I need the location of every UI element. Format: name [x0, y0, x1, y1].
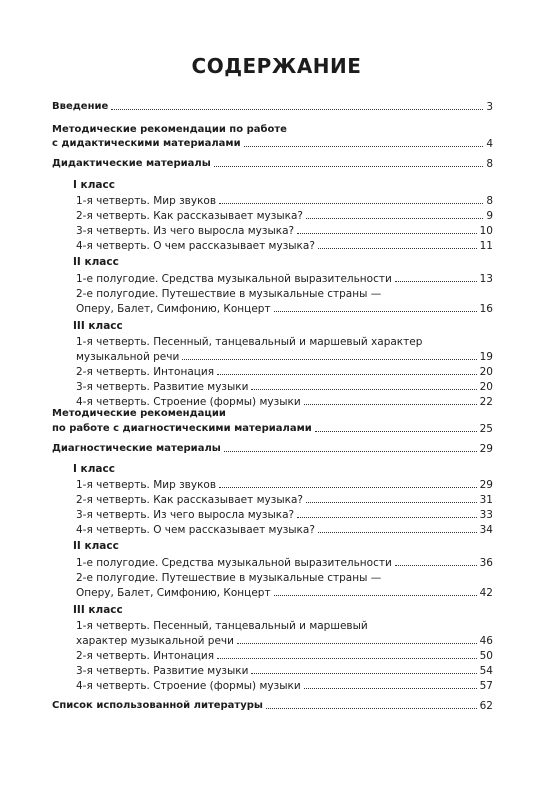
toc-entry: [76, 300, 493, 316]
toc-entry-intro: [52, 98, 493, 114]
dot-leader: [217, 374, 477, 375]
dot-leader: [217, 658, 477, 659]
toc-entry-label: 2-е полугодие. Путешествие в музыкальные страны —: [76, 288, 382, 300]
toc-entry-label: 2-я четверть. Интонация: [76, 366, 215, 378]
toc-entry: [76, 192, 493, 208]
toc-entry-page: 34: [479, 524, 493, 536]
class-heading: II класс: [73, 256, 119, 268]
toc-entry-page: 42: [479, 587, 493, 599]
class-heading: II класс: [73, 540, 119, 552]
toc-entry-label: 4-я четверть. Строение (формы) музыки: [76, 680, 301, 692]
toc-entry-label: 1-я четверть. Мир звуков: [76, 195, 217, 207]
toc-entry-label: Диагностические материалы: [52, 443, 221, 454]
toc-entry-label: 3-я четверть. Из чего выросла музыка?: [76, 225, 295, 237]
toc-entry-label: 1-е полугодие. Средства музыкальной выразительности: [76, 557, 392, 569]
toc-entry-label: 1-я четверть. Мир звуков: [76, 479, 217, 491]
class-heading: I класс: [73, 463, 115, 475]
dot-leader: [297, 233, 477, 234]
toc-entry-label: с дидактическими материалами: [52, 138, 241, 149]
toc-entry-page: 4: [486, 138, 493, 150]
dot-leader: [274, 595, 477, 596]
toc-entry-page: 20: [479, 381, 493, 393]
toc-entry-label: 1-я четверть. Песенный, танцевальный и маршевый: [76, 620, 368, 632]
toc-entry-didactic: [52, 155, 493, 171]
toc-entry-label: по работе с диагностическими материалами: [52, 423, 312, 434]
dot-leader: [224, 451, 477, 452]
toc-entry: [76, 491, 493, 507]
toc-entry: [76, 554, 493, 570]
dot-leader: [318, 532, 477, 533]
toc-entry-page: 33: [479, 509, 493, 521]
toc-entry-page: 8: [486, 158, 493, 170]
toc-entry: [76, 378, 493, 394]
toc-entry-page: 50: [479, 650, 493, 662]
toc-entry-label: Дидактические материалы: [52, 158, 211, 169]
toc-entry: [76, 476, 493, 492]
toc-entry-diagnostic: [52, 440, 493, 456]
toc-entry-page: 36: [479, 557, 493, 569]
toc-entry: [76, 632, 493, 648]
dot-leader: [251, 389, 476, 390]
toc-entry-page: 8: [486, 195, 493, 207]
toc-entry: [76, 662, 493, 678]
toc-entry-page: 29: [479, 479, 493, 491]
toc-entry-page: 11: [479, 240, 493, 252]
toc-entry-page: 10: [479, 225, 493, 237]
toc-entry-page: 3: [486, 101, 493, 113]
toc-entry: [76, 363, 493, 379]
dot-leader: [219, 487, 477, 488]
dot-leader: [111, 109, 483, 110]
dot-leader: [318, 248, 477, 249]
toc-entry-methods-didactic: [52, 135, 493, 151]
toc-entry-label: 3-я четверть. Развитие музыки: [76, 665, 249, 677]
toc-entry-page: 62: [479, 700, 493, 712]
toc-entry-label: 1-я четверть. Песенный, танцевальный и маршевый характер: [76, 336, 423, 348]
toc-entry-label: характер музыкальной речи: [76, 635, 234, 647]
toc-entry: [76, 584, 493, 600]
dot-leader: [315, 431, 477, 432]
toc-entry-label: Методические рекомендации: [52, 408, 226, 419]
toc-entry-page: 22: [479, 396, 493, 408]
dot-leader: [297, 517, 477, 518]
dot-leader: [274, 311, 477, 312]
dot-leader: [306, 218, 483, 219]
toc-entry-page: 19: [479, 351, 493, 363]
dot-leader: [219, 203, 483, 204]
toc-entry-label: 4-я четверть. О чем рассказывает музыка?: [76, 240, 315, 252]
toc-entry: [76, 270, 493, 286]
toc-entry-label: 2-я четверть. Интонация: [76, 650, 215, 662]
toc-entry-page: 57: [479, 680, 493, 692]
toc-entry-label: 1-е полугодие. Средства музыкальной выразительности: [76, 273, 392, 285]
dot-leader: [251, 673, 476, 674]
toc-entry-methods-diag: [52, 420, 493, 436]
dot-leader: [306, 502, 477, 503]
dot-leader: [395, 565, 477, 566]
toc-entry-label: Оперу, Балет, Симфонию, Концерт: [76, 303, 271, 315]
toc-entry-label: 2-я четверть. Как рассказывает музыка?: [76, 210, 303, 222]
toc-entry-page: 54: [479, 665, 493, 677]
dot-leader: [395, 281, 477, 282]
page-title: СОДЕРЖАНИЕ: [191, 54, 362, 78]
toc-entry: [76, 348, 493, 364]
toc-entry-label: музыкальной речи: [76, 351, 180, 363]
dot-leader: [304, 688, 477, 689]
toc-entry-label: Методические рекомендации по работе: [52, 124, 287, 135]
dot-leader: [237, 643, 477, 644]
class-heading: I класс: [73, 179, 115, 191]
dot-leader: [182, 359, 476, 360]
toc-entry-label: 2-е полугодие. Путешествие в музыкальные страны —: [76, 572, 382, 584]
toc-entry: [76, 677, 493, 693]
toc-entry-label: 4-я четверть. О чем рассказывает музыка?: [76, 524, 315, 536]
toc-entry: [76, 647, 493, 663]
toc-entry-page: 46: [479, 635, 493, 647]
toc-entry-page: 29: [479, 443, 493, 455]
toc-entry-label: Введение: [52, 101, 109, 112]
dot-leader: [266, 708, 477, 709]
toc-entry-label: Список использованной литературы: [52, 700, 263, 711]
toc-entry-references: [52, 697, 493, 713]
toc-entry-label: 3-я четверть. Развитие музыки: [76, 381, 249, 393]
dot-leader: [244, 146, 484, 147]
toc-entry-page: 31: [479, 494, 493, 506]
toc-entry-label: 3-я четверть. Из чего выросла музыка?: [76, 509, 295, 521]
class-heading: III класс: [73, 320, 123, 332]
toc-entry-label: Оперу, Балет, Симфонию, Концерт: [76, 587, 271, 599]
dot-leader: [304, 404, 477, 405]
toc-entry: [76, 222, 493, 238]
dot-leader: [214, 166, 484, 167]
toc-entry-page: 9: [486, 210, 493, 222]
toc-entry: [76, 237, 493, 253]
toc-entry-label: 2-я четверть. Как рассказывает музыка?: [76, 494, 303, 506]
toc-entry: [76, 506, 493, 522]
toc-entry: [76, 207, 493, 223]
toc-entry: [76, 521, 493, 537]
toc-entry-page: 20: [479, 366, 493, 378]
toc-entry-page: 16: [479, 303, 493, 315]
toc-entry-page: 13: [479, 273, 493, 285]
toc-entry-page: 25: [479, 423, 493, 435]
class-heading: III класс: [73, 604, 123, 616]
toc-entry-label: 4-я четверть. Строение (формы) музыки: [76, 396, 301, 408]
